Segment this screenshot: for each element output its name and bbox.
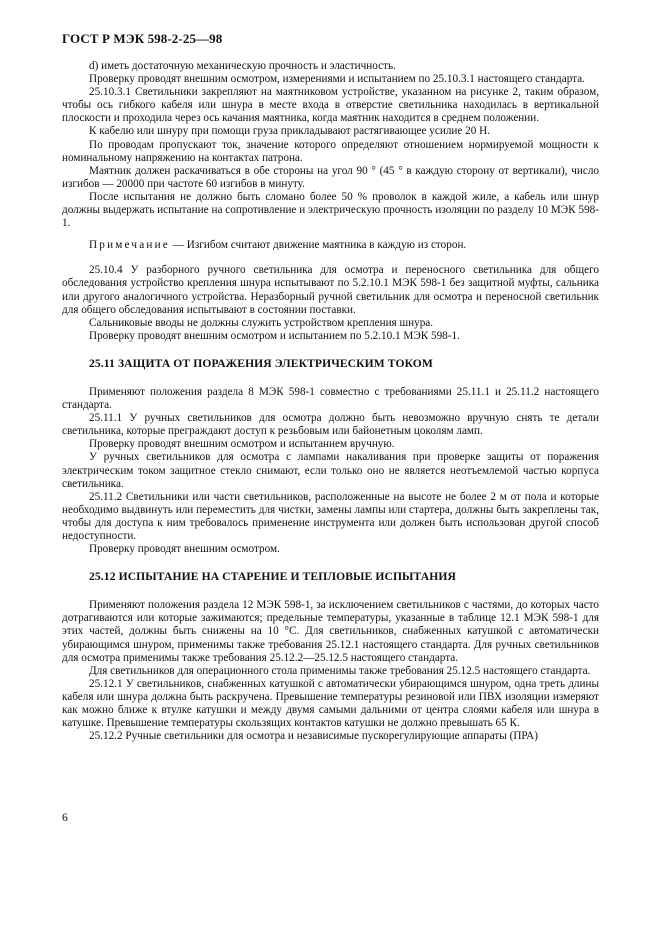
note-label: Примечание — [89, 239, 170, 252]
paragraph: 25.11.1 У ручных светильников для осмотра должно быть невозможно вручную снять те детали светильника, которые преграждают доступ к резьбовым или байонетным цоколям ламп. — [62, 412, 599, 438]
paragraph: 25.11.2 Светильники или части светильников, расположенные на высоте не более 2 м от пола и которые необходимо выдвинуть или переместить для чистки, замены лампы или стартера, должны быть закреплены так, чтобы для доступа к ним требовалось применение инструмента или должен быть использован другой способ недоступности. — [62, 490, 599, 542]
paragraph: Проверку проводят внешним осмотром и испытанием вручную. — [89, 438, 395, 451]
paragraph: По проводам пропускают ток, значение которого определяют отношением нормируемой мощности к номинальному напряжению на контактах патрона. — [62, 138, 599, 164]
paragraph: Для светильников для операционного стола применимы также требования 25.12.5 настоящего стандарта. — [89, 664, 591, 677]
paragraph: Проверку проводят внешним осмотром и испытанием по 5.2.10.1 МЭК 598-1. — [89, 329, 460, 342]
paragraph: Маятник должен раскачиваться в обе стороны на угол 90 ° (45 ° в каждую сторону от вертикали), число изгибов — 20000 при частоте 60 изгибов в минуту. — [62, 164, 599, 190]
paragraph: Проверку проводят внешним осмотром. — [89, 543, 280, 556]
paragraph: После испытания не должно быть сломано более 50 % проволок в каждой жиле, а кабель или шнур должны выдержать испытание на сопротивление и электрическую прочность изоляции по разделу 10 МЭК 598-1. — [62, 190, 599, 230]
section-heading: 25.12 ИСПЫТАНИЕ НА СТАРЕНИЕ И ТЕПЛОВЫЕ ИСПЫТАНИЯ — [89, 570, 456, 584]
paragraph: d) иметь достаточную механическую прочность и эластичность. — [89, 60, 396, 72]
paragraph: Применяют положения раздела 8 МЭК 598-1 совместно с требованиями 25.11.1 и 25.11.2 настоящего стандарта. — [62, 385, 599, 412]
paragraph: 25.10.3.1 Светильники закрепляют на маятниковом устройстве, указанном на рисунке 2, таким образом, чтобы ось гибкого кабеля или шнура в месте входа в отверстие светильника находилась в вертикальной плоскости и проходила через ось качания маятника, когда маятник находится в среднем положении. — [62, 86, 599, 125]
section-heading: 25.11 ЗАЩИТА ОТ ПОРАЖЕНИЯ ЭЛЕКТРИЧЕСКИМ ТОКОМ — [89, 356, 433, 370]
document-header: ГОСТ Р МЭК 598-2-25—98 — [62, 31, 223, 46]
paragraph: У ручных светильников для осмотра с лампами накаливания при проверке защиты от поражения электрическим током защитное стекло снимают, если только оно не является неотъемлемой частью корпуса светильника. — [62, 451, 599, 490]
note — [62, 239, 599, 252]
note-text: — Изгибом считают движение маятника в каждую из сторон. — [169, 239, 467, 252]
paragraph: Применяют положения раздела 12 МЭК 598-1, за исключением светильников с частями, до которых часто дотрагиваются или которые зажимаются; предельные температуры, указанные в таблице 12.1 МЭК 598-1 для этих частей, должны быть снижены на 10 °С. Для светильников, снабженных катушкой с автоматически убирающимся шнуром, применимы также требования 25.12.1 настоящего стандарта. Для ручных светильников для осмотра применимы также требования 25.12.2—25.12.5 настоящего стандарта. — [62, 599, 599, 664]
paragraph: 25.12.2 Ручные светильники для осмотра и независимые пускорегулирующие аппараты (ПРА) — [89, 730, 538, 743]
paragraph: 25.10.4 У разборного ручного светильника для осмотра и переносного светильника для общего обследования устройство крепления шнура испытывают по 5.2.10.1 МЭК 598-1 без защитной муфты, сальника или другого аналогичного устройства. Неразборный ручной светильник для осмотра и переносной светильник для общего обследования испытывают в состоянии поставки. — [62, 264, 599, 316]
page-number: 6 — [62, 812, 68, 824]
paragraph: Проверку проводят внешним осмотром, измерениями и испытанием по 25.10.3.1 настоящего стандарта. — [89, 73, 585, 86]
paragraph: К кабелю или шнуру при помощи груза прикладывают растягивающее усилие 20 Н. — [89, 125, 491, 138]
paragraph: 25.12.1 У светильников, снабженных катушкой с автоматически убирающимся шнуром, одна треть длины кабеля или шнура должна быть раскручена. Превышение температуры резиновой или ПВХ изоляции измеряют как можно ближе к втулке катушки и между двумя самыми дальними от центра слоями кабеля или шнура в катушке. Превышение температуры скользящих контактов катушки не должно превышать 65 К. — [62, 677, 599, 730]
paragraph: Сальниковые вводы не должны служить устройством крепления шнура. — [89, 316, 434, 329]
document-body — [62, 60, 599, 743]
